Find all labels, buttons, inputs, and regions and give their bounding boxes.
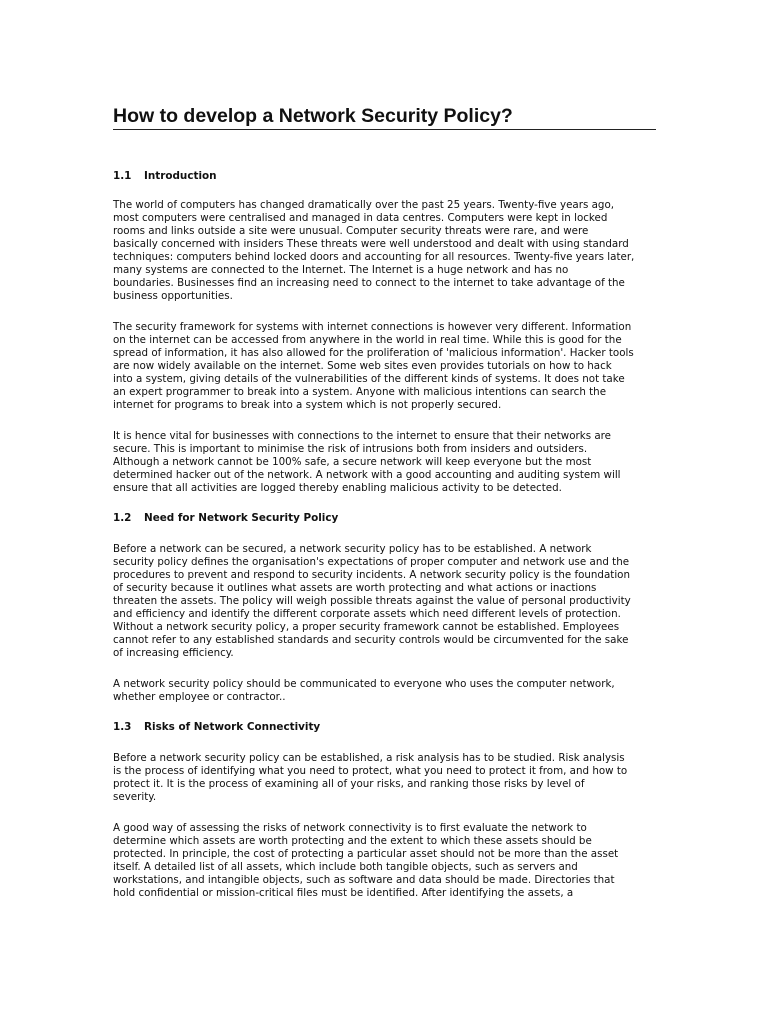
text-line: rooms and links outside a site were unusual. Computer security threats were rare, and were bbox=[113, 225, 589, 237]
text-line: whether employee or contractor.. bbox=[113, 691, 286, 703]
paragraph bbox=[113, 678, 658, 704]
section-title: Introduction bbox=[144, 170, 217, 182]
text-line: severity. bbox=[113, 791, 157, 803]
text-line: security policy defines the organisation's expectations of proper computer and network use and the bbox=[113, 556, 630, 568]
text-line: Before a network can be secured, a network security policy has to be established. A network bbox=[113, 543, 592, 555]
text-line: is the process of identifying what you need to protect, what you need to protect it from, and how to bbox=[113, 765, 628, 777]
text-line: techniques: computers behind locked doors and accounting for all resources. Twenty-five years later, bbox=[113, 251, 635, 263]
title-underline bbox=[113, 129, 656, 130]
text-line: cannot refer to any established standards and security controls would be circumvented for the sake bbox=[113, 634, 629, 646]
text-line: business opportunities. bbox=[113, 290, 233, 302]
text-line: workstations, and intangible objects, such as software and data should be made. Directories that bbox=[113, 874, 615, 886]
text-line: into a system, giving details of the vulnerabilities of the different kinds of systems. It does not take bbox=[113, 373, 625, 385]
section-heading-need-for-policy bbox=[113, 511, 338, 525]
section-heading-introduction bbox=[113, 169, 217, 183]
section-title: Need for Network Security Policy bbox=[144, 512, 339, 524]
section-title: Risks of Network Connectivity bbox=[144, 721, 321, 733]
text-line: and efficiency and identify the different corporate assets which need different levels of protection. bbox=[113, 608, 621, 620]
text-line: The security framework for systems with internet connections is however very different. Information bbox=[113, 321, 632, 333]
text-line: The world of computers has changed dramatically over the past 25 years. Twenty-five years ago, bbox=[113, 199, 615, 211]
text-line: protected. In principle, the cost of protecting a particular asset should not be more than the asset bbox=[113, 848, 619, 860]
paragraph bbox=[113, 822, 658, 900]
text-line: of increasing efficiency. bbox=[113, 647, 234, 659]
text-line: of security because it outlines what assets are worth protecting and what actions or inactions bbox=[113, 582, 597, 594]
text-line: spread of information, it has also allowed for the proliferation of 'malicious information'. Hacker tools bbox=[113, 347, 634, 359]
text-line: internet for programs to break into a system which is not properly secured. bbox=[113, 399, 502, 411]
paragraph bbox=[113, 430, 658, 495]
text-line: itself. A detailed list of all assets, which include both tangible objects, such as servers and bbox=[113, 861, 578, 873]
text-line: determine which assets are worth protecting and the extent to which these assets should be bbox=[113, 835, 592, 847]
document-title: How to develop a Network Security Policy? bbox=[113, 105, 513, 127]
text-line: basically concerned with insiders These threats were well understood and dealt with using standard bbox=[113, 238, 629, 250]
paragraph bbox=[113, 543, 658, 660]
text-line: threaten the assets. The policy will weigh possible threats against the value of personal productivity bbox=[113, 595, 631, 607]
text-line: determined hacker out of the network. A network with a good accounting and auditing system will bbox=[113, 469, 621, 481]
paragraph bbox=[113, 199, 658, 303]
text-line: A good way of assessing the risks of network connectivity is to first evaluate the network to bbox=[113, 822, 587, 834]
text-line: secure. This is important to minimise the risk of intrusions both from insiders and outsiders. bbox=[113, 443, 588, 455]
text-line: an expert programmer to break into a system. Anyone with malicious intentions can search the bbox=[113, 386, 607, 398]
text-line: A network security policy should be communicated to everyone who uses the computer network, bbox=[113, 678, 615, 690]
section-number: 1.1 bbox=[113, 170, 132, 182]
section-heading-risks bbox=[113, 720, 320, 734]
section-number: 1.3 bbox=[113, 721, 132, 733]
text-line: Although a network cannot be 100% safe, a secure network will keep everyone but the most bbox=[113, 456, 592, 468]
text-line: boundaries. Businesses find an increasing need to connect to the internet to take advantage of the bbox=[113, 277, 625, 289]
text-line: most computers were centralised and managed in data centres. Computers were kept in locked bbox=[113, 212, 608, 224]
text-line: procedures to prevent and respond to security incidents. A network security policy is the foundation bbox=[113, 569, 631, 581]
section-number: 1.2 bbox=[113, 512, 132, 524]
paragraph bbox=[113, 752, 658, 804]
text-line: are now widely available on the internet. Some web sites even provides tutorials on how to hack bbox=[113, 360, 612, 372]
text-line: Without a network security policy, a proper security framework cannot be established. Employees bbox=[113, 621, 620, 633]
text-line: protect it. It is the process of examining all of your risks, and ranking those risks by level of bbox=[113, 778, 585, 790]
text-line: Before a network security policy can be established, a risk analysis has to be studied. Risk analysis bbox=[113, 752, 625, 764]
paragraph bbox=[113, 321, 658, 412]
text-line: ensure that all activities are logged thereby enabling malicious activity to be detected. bbox=[113, 482, 562, 494]
text-line: hold confidential or mission-critical files must be identified. After identifying the assets, a bbox=[113, 887, 574, 899]
text-line: It is hence vital for businesses with connections to the internet to ensure that their networks are bbox=[113, 430, 612, 442]
text-line: many systems are connected to the Internet. The Internet is a huge network and has no bbox=[113, 264, 569, 276]
text-line: on the internet can be accessed from anywhere in the world in real time. While this is good for the bbox=[113, 334, 622, 346]
